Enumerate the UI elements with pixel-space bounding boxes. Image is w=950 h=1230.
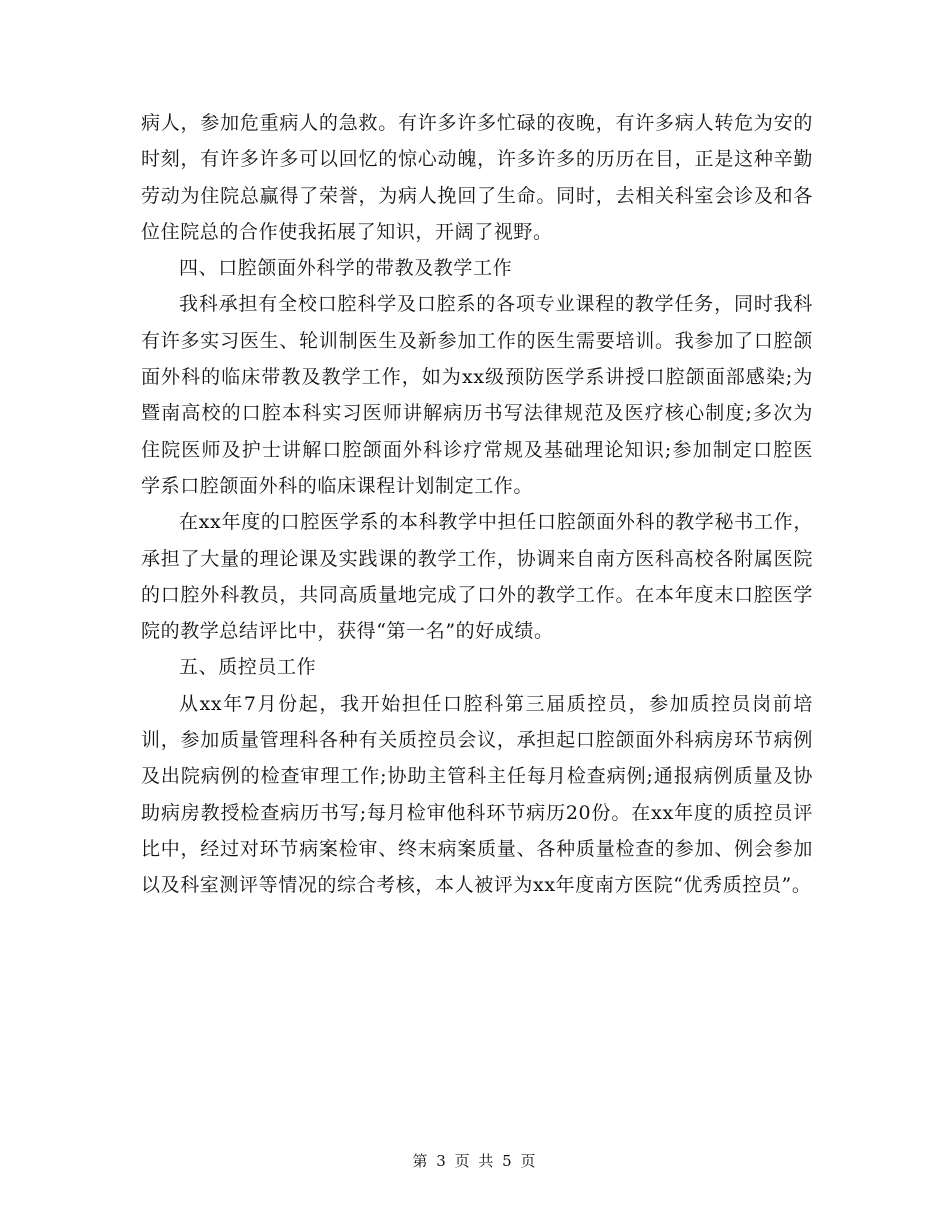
- paragraph-continued: 病人，参加危重病人的急救。有许多许多忙碌的夜晚，有许多病人转危为安的时刻，有许多许多可以回忆的惊心动魄，许多许多的历历在目，正是这种辛勤劳动为住院总赢得了荣誉，为病人挽回了生命。同时，去相关科室会诊及和各位住院总的合作使我拓展了知识，开阔了视野。: [141, 112, 813, 243]
- document-body: [141, 105, 813, 904]
- paragraph-teaching-duties: 我科承担有全校口腔科学及口腔系的各项专业课程的教学任务，同时我科有许多实习医生、轮训制医生及新参加工作的医生需要培训。我参加了口腔颌面外科的临床带教及教学工作，如为xx级预防医学系讲授口腔颌面部感染;为暨南高校的口腔本科实习医师讲解病历书写法律规范及医疗核心制度;多次为住院医师及护士讲解口腔颌面外科诊疗常规及基础理论知识;参加制定口腔医学系口腔颌面外科的临床课程计划制定工作。: [141, 293, 813, 497]
- page-number-footer: 第 3 页 共 5 页: [412, 1152, 538, 1170]
- section-heading-teaching: 四、口腔颌面外科学的带教及教学工作: [179, 257, 513, 280]
- paragraph-quality-control: 从xx年7月份起，我开始担任口腔科第三届质控员，参加质控员岗前培训，参加质量管理科各种有关质控员会议，承担起口腔颌面外科病房环节病例及出院病例的检查审理工作;协助主管科主任每月检查病例;通报病例质量及协助病房教授检查病历书写;每月检审他科环节病历20份。在xx年度的质控员评比中，经过对环节病案检审、终末病案质量、各种质量检查的参加、例会参加以及科室测评等情况的综合考核，本人被评为xx年度南方医院“优秀质控员”。: [141, 692, 813, 897]
- section-heading-quality-control: 五、质控员工作: [179, 656, 317, 679]
- paragraph-teaching-secretary: 在xx年度的口腔医学系的本科教学中担任口腔颌面外科的教学秘书工作，承担了大量的理论课及实践课的教学工作，协调来自南方医科高校各附属医院的口腔外科教员，共同高质量地完成了口外的教学工作。在本年度末口腔医学院的教学总结评比中，获得“第一名”的好成绩。: [141, 511, 813, 643]
